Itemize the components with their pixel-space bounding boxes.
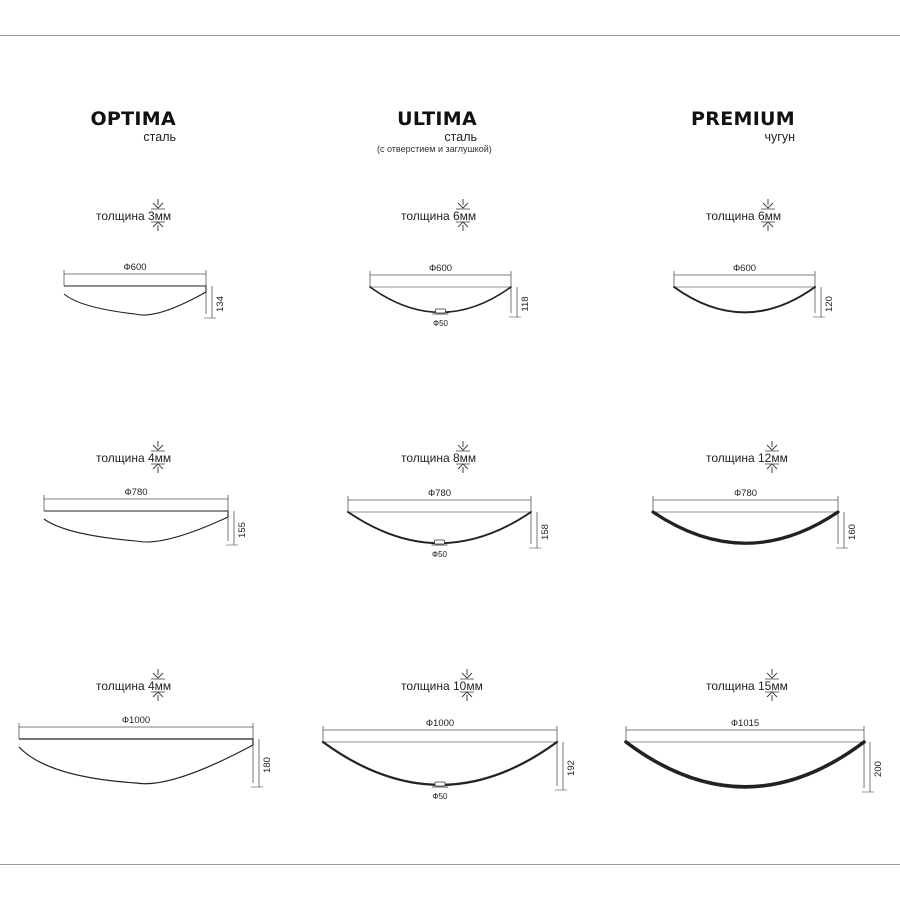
column-note: (с отверстием и заглушкой)	[377, 144, 492, 154]
arrow-up-icon	[153, 464, 163, 473]
thickness-value: 6мм	[757, 209, 782, 223]
diameter-label: Ф1000	[425, 718, 455, 729]
hole-diameter-label: Ф50	[432, 550, 447, 559]
bowl-premium-600	[674, 209, 835, 317]
arrow-up-icon	[153, 692, 163, 701]
diameter-label: Ф1000	[121, 715, 151, 726]
thickness-label	[401, 451, 476, 465]
diameter-label: Ф600	[732, 263, 757, 274]
thickness-value: 10мм	[452, 679, 483, 693]
arrow-down-icon	[763, 199, 773, 208]
diameter-label: Ф1015	[730, 718, 760, 729]
column-material: сталь	[444, 130, 477, 144]
thickness-value: 8мм	[452, 451, 477, 465]
thickness-label	[706, 209, 781, 223]
thickness-value: 6мм	[452, 209, 477, 223]
thickness-prefix: толщина	[96, 209, 148, 223]
height-label: 180	[262, 757, 273, 773]
bowl-shape	[674, 287, 815, 312]
bowl-premium-1015	[626, 679, 884, 792]
thickness-value: 12мм	[757, 451, 788, 465]
thickness-value: 15мм	[757, 679, 788, 693]
diameter-label: Ф600	[123, 262, 147, 273]
thickness-label	[401, 679, 483, 693]
column-title: PREMIUM	[691, 108, 795, 130]
drain-plug-icon	[435, 782, 445, 786]
arrow-down-icon	[767, 441, 777, 450]
arrow-up-icon	[767, 692, 777, 701]
arrow-down-icon	[153, 199, 163, 208]
height-label: 192	[566, 760, 577, 776]
thickness-label	[706, 679, 788, 693]
diameter-label: Ф780	[427, 488, 452, 499]
diameter-label: Ф600	[428, 263, 453, 274]
arrow-down-icon	[153, 441, 163, 450]
bowl-shape	[653, 512, 838, 543]
bowl-shape	[44, 511, 228, 542]
bowl-optima-600	[64, 209, 226, 318]
arrow-down-icon	[458, 441, 468, 450]
arrow-down-icon	[458, 199, 468, 208]
diameter-label: Ф780	[124, 487, 148, 498]
thickness-label	[706, 451, 788, 465]
thickness-prefix: толщина	[706, 209, 758, 223]
bowl-shape	[626, 742, 864, 787]
height-label: 160	[847, 524, 858, 540]
thickness-value: 3мм	[147, 209, 172, 223]
arrow-up-icon	[458, 222, 468, 231]
arrow-down-icon	[153, 669, 163, 678]
thickness-value: 4мм	[147, 679, 172, 693]
column-title: OPTIMA	[90, 108, 176, 130]
arrow-up-icon	[767, 464, 777, 473]
bowl-shape	[64, 286, 206, 315]
thickness-label	[96, 209, 171, 223]
column-title: ULTIMA	[397, 108, 477, 130]
height-label: 120	[824, 296, 835, 312]
hole-diameter-label: Ф50	[433, 319, 448, 328]
thickness-label	[401, 209, 476, 223]
height-label: 200	[873, 761, 884, 777]
bowl-shape	[370, 287, 511, 312]
hole-diameter-label: Ф50	[432, 792, 448, 801]
thickness-prefix: толщина	[401, 679, 453, 693]
bowl-shape	[323, 742, 557, 785]
arrow-up-icon	[763, 222, 773, 231]
thickness-prefix: толщина	[706, 451, 758, 465]
bowl-ultima-600	[370, 209, 531, 328]
arrow-up-icon	[458, 464, 468, 473]
height-label: 118	[520, 296, 531, 312]
thickness-prefix: толщина	[401, 209, 453, 223]
arrow-up-icon	[462, 692, 472, 701]
bowl-ultima-780	[348, 451, 551, 559]
thickness-label	[96, 679, 171, 693]
bowl-optima-1000	[19, 679, 273, 787]
thickness-prefix: толщина	[401, 451, 453, 465]
bowl-shape	[348, 512, 531, 543]
thickness-prefix: толщина	[96, 679, 148, 693]
thickness-prefix: толщина	[96, 451, 148, 465]
height-label: 155	[237, 522, 248, 538]
thickness-prefix: толщина	[706, 679, 758, 693]
column-material: сталь	[143, 130, 176, 144]
column-material: чугун	[764, 130, 795, 144]
drain-plug-icon	[436, 309, 446, 313]
bowl-optima-780	[44, 451, 248, 545]
height-label: 158	[540, 524, 551, 540]
bowl-ultima-1000	[323, 679, 577, 801]
arrow-down-icon	[767, 669, 777, 678]
arrow-up-icon	[153, 222, 163, 231]
height-label: 134	[215, 296, 226, 312]
drain-plug-icon	[435, 540, 445, 544]
diameter-label: Ф780	[733, 488, 758, 499]
bowl-premium-780	[653, 451, 858, 548]
thickness-label	[96, 451, 171, 465]
bowl-shape	[19, 739, 253, 784]
thickness-value: 4мм	[147, 451, 172, 465]
arrow-down-icon	[462, 669, 472, 678]
